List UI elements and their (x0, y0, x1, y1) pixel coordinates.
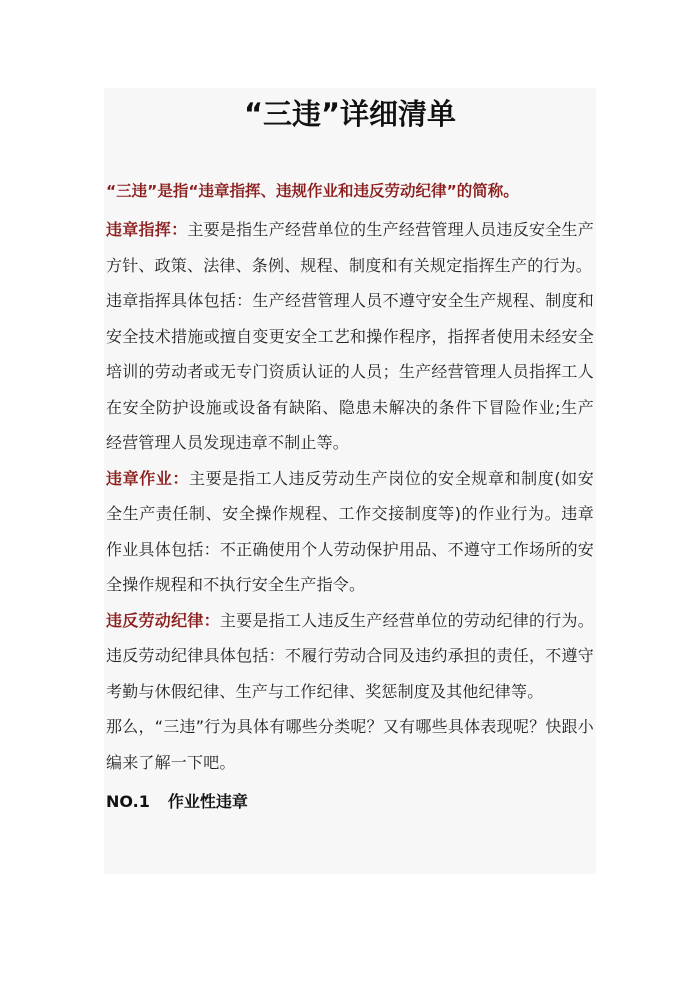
section-number: NO.1 (106, 792, 150, 811)
intro-definition: “三违”是指“违章指挥、违规作业和违反劳动纪律”的简称。 (106, 182, 519, 200)
section-heading-text: 作业性违章 (167, 792, 248, 811)
paragraph-violation-command (106, 212, 594, 283)
section-heading (106, 786, 594, 818)
paragraph-text: 那么，“三违”行为具体有哪些分类呢？又有哪些具体表现呢？快跟小编来了解一下吧。 (106, 717, 594, 772)
paragraph-violation-discipline (106, 603, 594, 710)
paragraph-text: 主要是指生产经营单位的生产经营管理人员违反安全生产方针、政策、法律、条例、规程、制度和有关规定指挥生产的行为。 (106, 220, 594, 275)
term-violation-discipline: 违反劳动纪律： (106, 610, 220, 630)
paragraph-violation-command-details (106, 283, 594, 461)
paragraph-text: 主要是指工人违反劳动生产岗位的安全规章和制度(如安全生产责任制、安全操作规程、工作交接制度等)的作业行为。违章作业具体包括：不正确使用个人劳动保护用品、不遵守工作场所的安全操作规程和不执行安全生产指令。 (106, 468, 594, 594)
term-violation-operation: 违章作业： (106, 468, 190, 488)
page-title: “三违”详细清单 (243, 97, 457, 131)
document-body (106, 176, 594, 818)
paragraph-text: 违章指挥具体包括：生产经营管理人员不遵守安全生产规程、制度和安全技术措施或擅自变更安全工艺和操作程序，指挥者使用未经安全培训的劳动者或无专门资质认证的人员；生产经营管理人员指挥工人在安全防护设施或设备有缺陷、隐患未解决的条件下冒险作业;生产经营管理人员发现违章不制止等。 (106, 291, 594, 452)
paragraph-transition (106, 709, 594, 780)
paragraph-text: 主要是指工人违反生产经营单位的劳动纪律的行为。违反劳动纪律具体包括：不履行劳动合同及违约承担的责任，不遵守考勤与休假纪律、生产与工作纪律、奖惩制度及其他纪律等。 (106, 610, 594, 701)
term-violation-command: 违章指挥： (106, 220, 188, 239)
paragraph-violation-operation (106, 461, 594, 603)
